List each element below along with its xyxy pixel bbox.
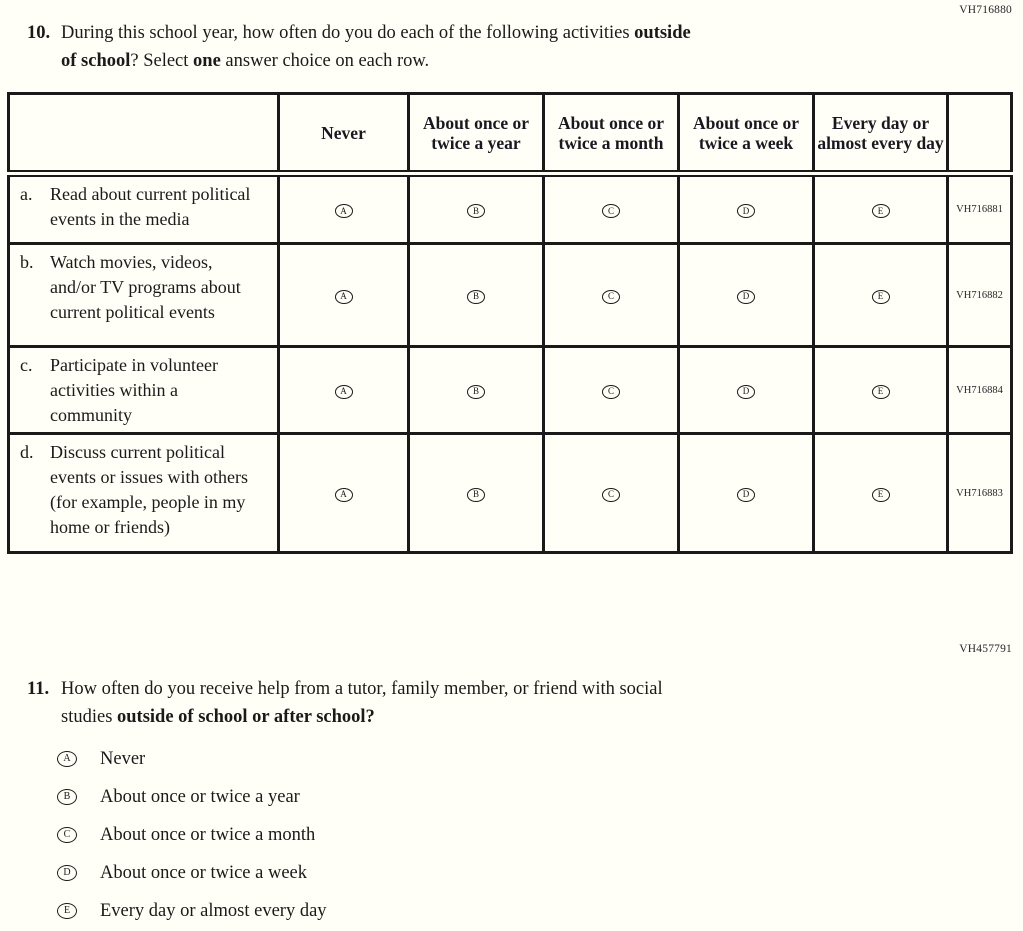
row-letter: d.	[20, 442, 34, 462]
row-letter: c.	[20, 355, 33, 375]
col-header-never: Never	[279, 94, 409, 174]
q11-prompt-text: How often do you receive help from a tutor, family member, or friend with social	[61, 679, 663, 699]
option-row-month	[57, 816, 327, 854]
answer-bubble-c[interactable]: C	[602, 385, 620, 399]
answer-cell	[279, 174, 409, 244]
answer-cell	[279, 434, 409, 553]
answer-bubble-a[interactable]: A	[335, 385, 353, 399]
answer-bubble-e[interactable]: E	[872, 488, 890, 502]
col-header-code	[948, 94, 1012, 174]
answer-cell	[679, 434, 814, 553]
row-text: Discuss current political events or issues with others (for example, people in my home or friends)	[50, 442, 248, 537]
row-letter: a.	[20, 184, 33, 204]
q10-prompt-text: During this school year, how often do you do each of the following activities	[61, 23, 635, 43]
answer-cell	[544, 174, 679, 244]
q10-answer-table	[7, 92, 1013, 554]
answer-bubble-d[interactable]: D	[737, 290, 755, 304]
answer-bubble-b[interactable]: B	[467, 290, 485, 304]
answer-cell	[544, 347, 679, 434]
option-row-never	[57, 740, 327, 778]
option-label: About once or twice a week	[100, 862, 308, 883]
q10-prompt-bold: outside	[634, 23, 691, 43]
answer-cell	[814, 434, 948, 553]
row-item-code: VH716882	[948, 244, 1012, 347]
row-item-code: VH716884	[948, 347, 1012, 434]
q10-prompt-bold: of school	[61, 51, 131, 71]
answer-bubble-b[interactable]: B	[467, 204, 485, 218]
answer-bubble-a[interactable]: A	[57, 751, 77, 767]
option-label: Never	[100, 748, 146, 769]
answer-cell	[409, 174, 544, 244]
question-11	[27, 675, 911, 731]
question-11-number: 11.	[27, 679, 50, 699]
option-label: Every day or almost every day	[100, 900, 327, 921]
question-11-prompt	[61, 675, 911, 731]
table-header-row	[9, 94, 1012, 174]
answer-bubble-e[interactable]: E	[872, 204, 890, 218]
q11-prompt-bold: outside of school or after school?	[117, 707, 375, 727]
row-item-label	[9, 347, 279, 434]
item-code-q11: VH457791	[959, 643, 1012, 655]
row-item-label	[9, 434, 279, 553]
answer-bubble-e[interactable]: E	[872, 290, 890, 304]
table-row	[9, 244, 1012, 347]
answer-bubble-b[interactable]: B	[467, 488, 485, 502]
row-item-label	[9, 174, 279, 244]
row-letter: b.	[20, 252, 34, 272]
question-10-number: 10.	[27, 23, 51, 43]
answer-bubble-d[interactable]: D	[737, 204, 755, 218]
row-item-code: VH716881	[948, 174, 1012, 244]
row-text: Read about current political events in the media	[50, 184, 251, 229]
answer-cell	[544, 244, 679, 347]
answer-bubble-b[interactable]: B	[467, 385, 485, 399]
answer-cell	[814, 174, 948, 244]
option-label: About once or twice a month	[100, 824, 316, 845]
option-row-everyday	[57, 892, 327, 930]
answer-cell	[409, 434, 544, 553]
row-item-label	[9, 244, 279, 347]
answer-bubble-a[interactable]: A	[335, 204, 353, 218]
answer-bubble-b[interactable]: B	[57, 789, 77, 805]
col-header-week: About once or twice a week	[679, 94, 814, 174]
answer-cell	[544, 434, 679, 553]
answer-bubble-a[interactable]: A	[335, 290, 353, 304]
answer-bubble-c[interactable]: C	[57, 827, 77, 843]
answer-cell	[679, 174, 814, 244]
answer-cell	[814, 347, 948, 434]
answer-cell	[409, 244, 544, 347]
row-text: Participate in volunteer activities within a community	[50, 355, 218, 425]
row-item-code: VH716883	[948, 434, 1012, 553]
answer-cell	[679, 347, 814, 434]
q10-prompt-text: ? Select	[130, 51, 194, 71]
question-10-prompt	[61, 19, 911, 75]
option-row-year	[57, 778, 327, 816]
answer-bubble-d[interactable]: D	[737, 385, 755, 399]
row-text: Watch movies, videos, and/or TV programs about current political events	[50, 252, 241, 322]
answer-cell	[814, 244, 948, 347]
table-row	[9, 347, 1012, 434]
q11-prompt-text: studies	[61, 707, 118, 727]
option-label: About once or twice a year	[100, 786, 300, 807]
answer-bubble-d[interactable]: D	[737, 488, 755, 502]
item-code-q10: VH716880	[959, 4, 1012, 16]
answer-bubble-e[interactable]: E	[57, 903, 77, 919]
col-header-month: About once or twice a month	[544, 94, 679, 174]
table-row	[9, 434, 1012, 553]
col-header-empty	[9, 94, 279, 174]
answer-bubble-e[interactable]: E	[872, 385, 890, 399]
answer-bubble-a[interactable]: A	[335, 488, 353, 502]
answer-bubble-c[interactable]: C	[602, 290, 620, 304]
answer-bubble-d[interactable]: D	[57, 865, 77, 881]
answer-cell	[279, 347, 409, 434]
col-header-everyday: Every day or almost every day	[814, 94, 948, 174]
answer-cell	[279, 244, 409, 347]
answer-cell	[679, 244, 814, 347]
col-header-year: About once or twice a year	[409, 94, 544, 174]
answer-bubble-c[interactable]: C	[602, 204, 620, 218]
table-row	[9, 174, 1012, 244]
q11-option-list	[57, 740, 327, 930]
answer-bubble-c[interactable]: C	[602, 488, 620, 502]
q10-prompt-bold: one	[193, 51, 221, 71]
option-row-week	[57, 854, 327, 892]
question-10	[27, 19, 911, 75]
q10-prompt-text: answer choice on each row.	[220, 51, 430, 71]
answer-cell	[409, 347, 544, 434]
